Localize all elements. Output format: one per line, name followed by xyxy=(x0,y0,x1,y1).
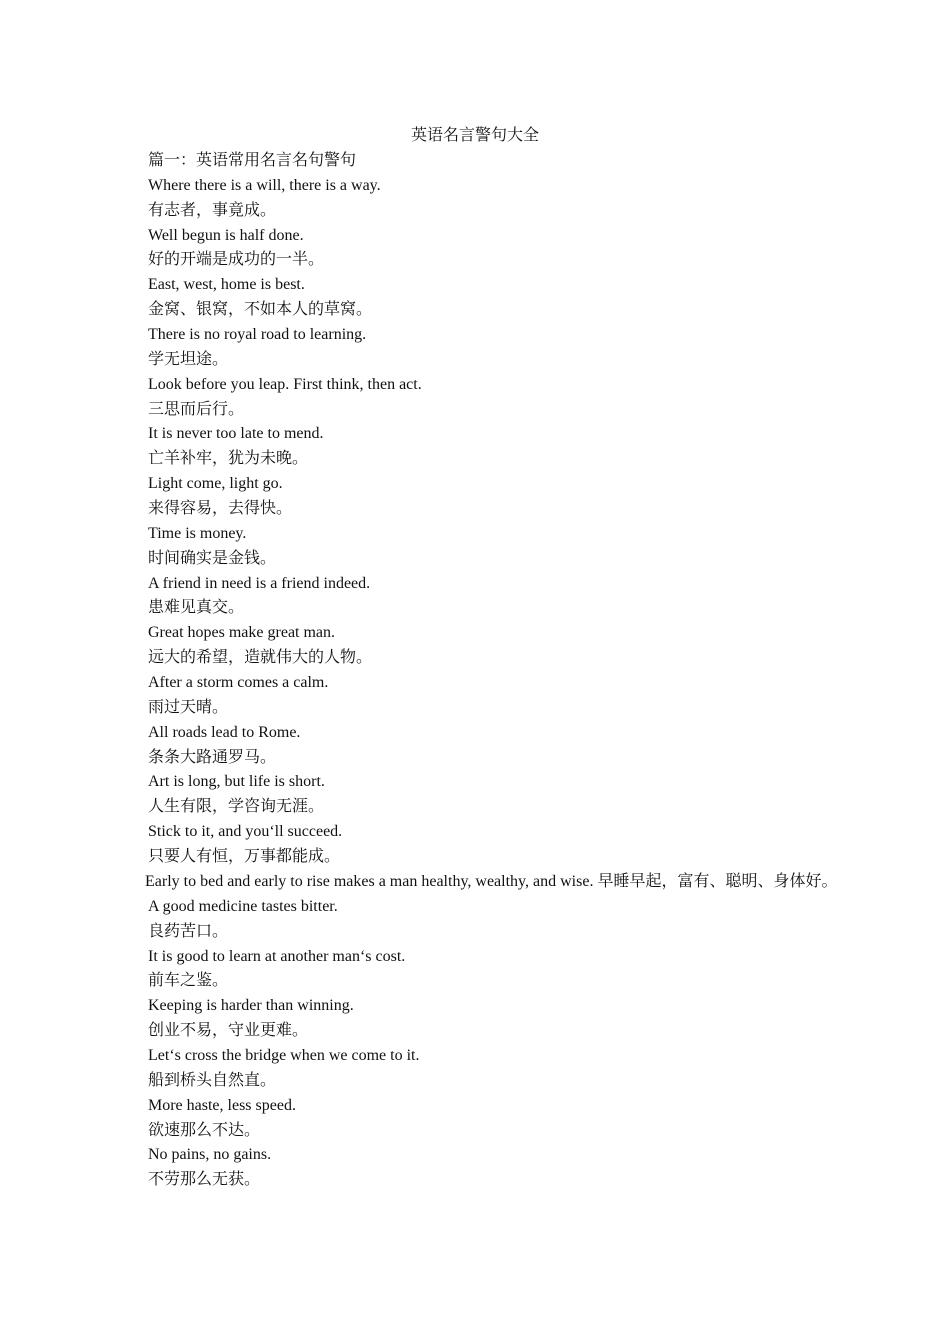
quote-english: Where there is a will, there is a way. xyxy=(148,176,381,194)
quote-chinese: 创业不易，守业更难。 xyxy=(148,1022,309,1040)
quote-chinese: 来得容易，去得快。 xyxy=(148,500,293,518)
quote-english: A friend in need is a friend indeed. xyxy=(148,574,371,592)
quote-english: After a storm comes a calm. xyxy=(148,674,329,692)
quote-english: More haste, less speed. xyxy=(148,1096,296,1114)
section-heading: 篇一：英语常用名言名句警句 xyxy=(148,152,357,169)
quote-chinese: 患难见真交。 xyxy=(148,599,245,617)
quote-chinese: 条条大路通罗马。 xyxy=(148,748,277,766)
quote-english: There is no royal road to learning. xyxy=(148,326,367,344)
quote-english: A good medicine tastes bitter. xyxy=(148,897,338,915)
quote-chinese: 雨过天晴。 xyxy=(148,698,229,716)
quote-chinese: 船到桥头自然直。 xyxy=(148,1071,277,1089)
quote-english: Art is long, but life is short. xyxy=(148,773,325,791)
quote-english: It is never too late to mend. xyxy=(148,425,324,443)
quote-english: East, west, home is best. xyxy=(148,276,305,294)
quote-chinese: 只要人有恒，万事都能成。 xyxy=(148,848,341,866)
quote-chinese: 好的开端是成功的一半。 xyxy=(148,251,325,269)
quote-chinese: 时间确实是金钱。 xyxy=(148,549,277,567)
quote-chinese: 前车之鉴。 xyxy=(148,972,229,990)
quote-chinese: 有志者，事竟成。 xyxy=(148,201,277,219)
quote-english: No pains, no gains. xyxy=(148,1146,272,1164)
quote-english: Light come, light go. xyxy=(148,475,283,493)
quote-english: Let‘s cross the bridge when we come to it. xyxy=(148,1046,420,1064)
quote-english: Great hopes make great man. xyxy=(148,624,336,642)
quote-english: Time is money. xyxy=(148,524,247,542)
quote-chinese: 金窝、银窝，不如本人的草窝。 xyxy=(148,301,373,319)
quote-english: Stick to it, and you‘ll succeed. xyxy=(148,823,343,841)
quote-chinese: 人生有限，学咨询无涯。 xyxy=(148,798,325,816)
quote-chinese: 良药苦口。 xyxy=(148,922,229,940)
quote-bilingual: Early to bed and early to rise makes a man healthy, wealthy, and wise. 早睡早起，富有、聪明、身体好。 xyxy=(145,872,838,890)
quote-english: Keeping is harder than winning. xyxy=(148,997,354,1015)
document-title: 英语名言警句大全 xyxy=(410,127,539,144)
quote-english: Well begun is half done. xyxy=(148,226,304,244)
quote-chinese: 三思而后行。 xyxy=(148,400,245,418)
document-body xyxy=(145,149,838,1193)
quote-english: All roads lead to Rome. xyxy=(148,723,301,741)
quote-chinese: 学无坦途。 xyxy=(148,350,229,368)
quote-chinese: 亡羊补牢，犹为未晚。 xyxy=(148,450,309,468)
quote-chinese: 远大的希望，造就伟大的人物。 xyxy=(148,649,373,667)
quote-chinese: 欲速那么不达。 xyxy=(148,1121,261,1139)
quote-english: It is good to learn at another man‘s cost. xyxy=(148,947,406,965)
quote-english: Look before you leap. First think, then act. xyxy=(148,375,422,393)
quote-chinese: 不劳那么无获。 xyxy=(148,1171,261,1189)
